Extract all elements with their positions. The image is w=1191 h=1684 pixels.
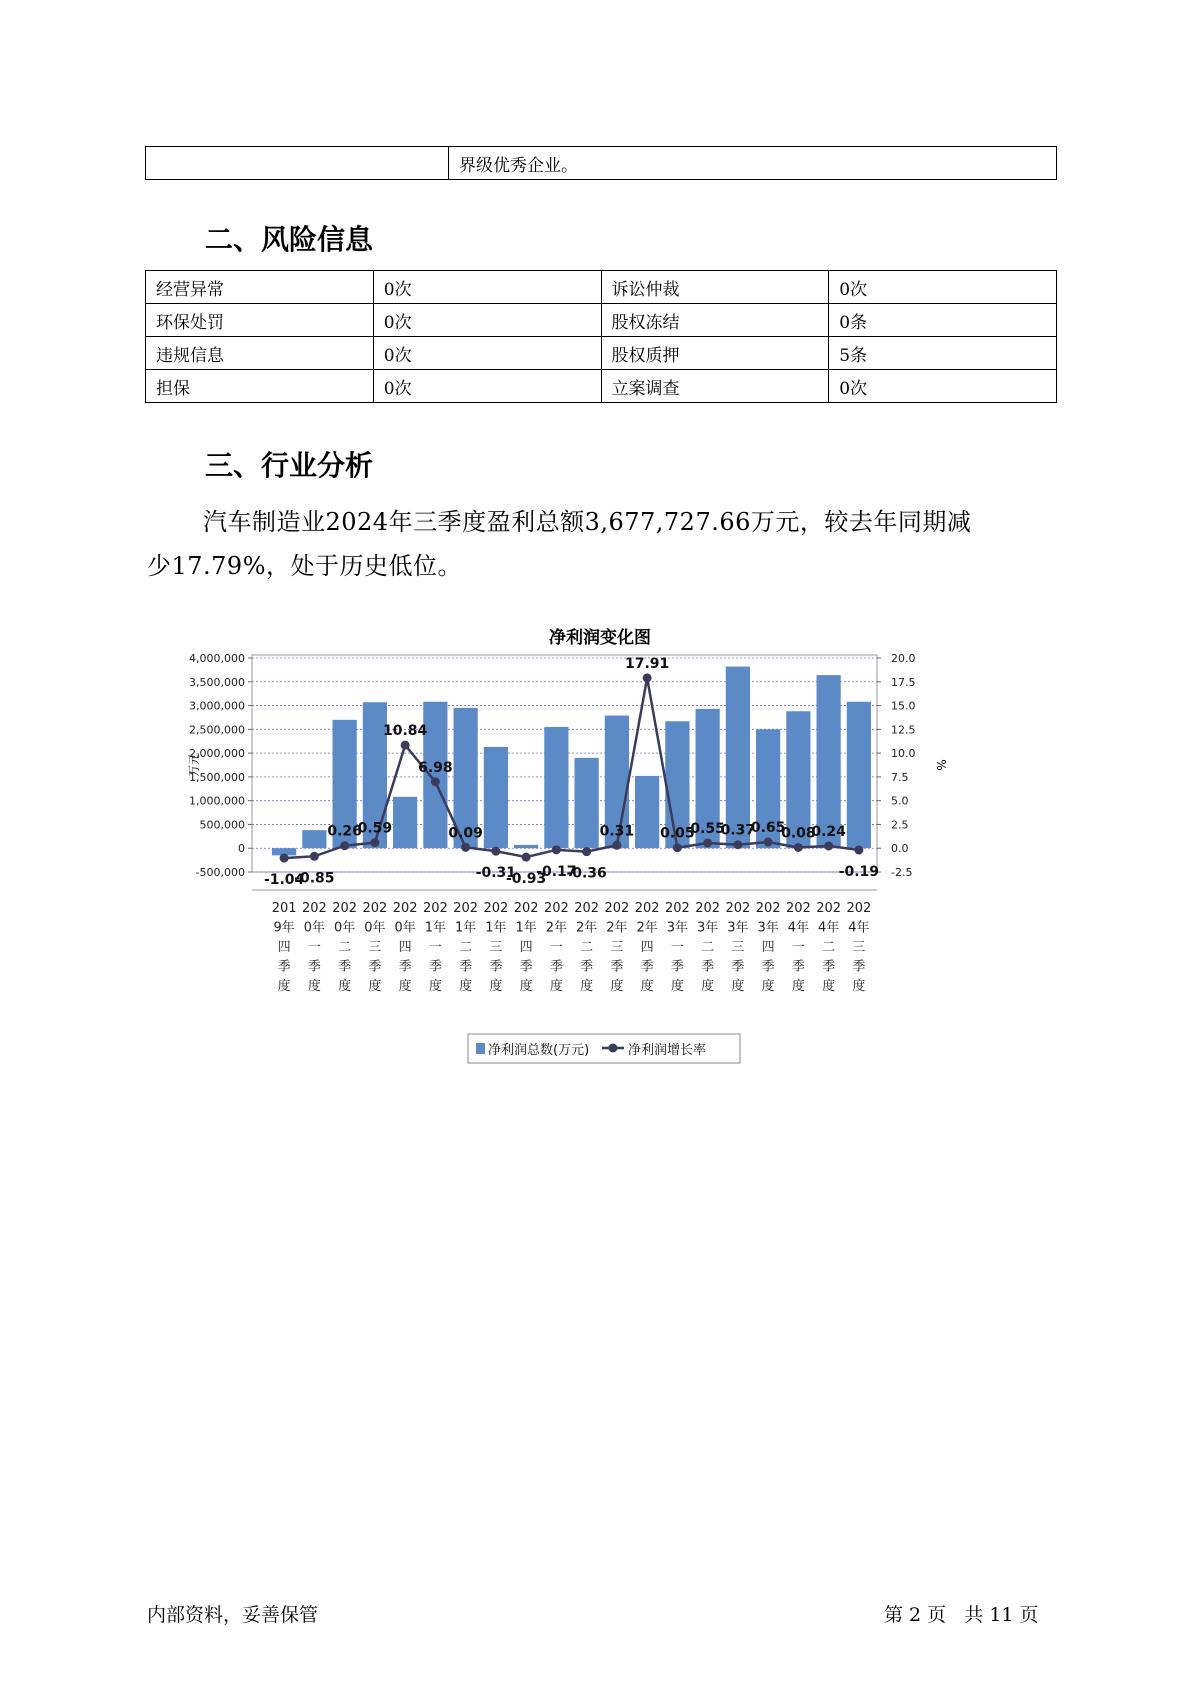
risk-item-label: 股权冻结 [601,304,829,337]
x-tick-label: 度 [277,979,291,994]
growth-line-point [401,741,410,750]
growth-data-label: 0.24 [811,823,846,840]
x-tick-label: 3年 [727,920,749,936]
x-tick-label: 季 [398,959,412,975]
y-tick-label: 500,000 [199,818,245,832]
y-tick-label: 4,000,000 [189,652,245,665]
x-tick-label: 202 [695,901,721,916]
x-tick-label: 度 [731,979,745,994]
y2-tick-label: -2.5 [891,866,913,879]
x-tick-label: 二 [459,940,473,955]
x-tick-label: 2年 [606,920,628,936]
x-tick-label: 202 [604,901,630,916]
net-profit-chart [180,620,1030,1080]
x-tick-label: 季 [670,959,684,975]
analysis-paragraph-line2: 少17.79%，处于历史低位。 [147,552,463,580]
x-tick-label: 202 [755,901,781,916]
bar [514,845,538,848]
top-table-right-cell: 界级优秀企业。 [449,147,1057,180]
growth-line-point [854,846,863,855]
top-table-left-cell [146,147,449,180]
x-tick-label: 3年 [757,920,779,936]
bar [817,675,841,848]
x-tick-label: 度 [822,979,836,994]
bar [544,727,568,848]
x-tick-label: 度 [368,979,382,994]
y2-tick-label: 7.5 [891,770,909,784]
growth-data-label: 0.26 [327,823,362,840]
y2-tick-label: 0.0 [891,842,909,856]
x-tick-label: 2年 [545,920,568,936]
growth-line-point [824,841,833,850]
growth-line-point [794,843,803,852]
chart-title: 净利润变化图 [549,628,651,648]
risk-table [145,270,1057,403]
risk-table-row [146,304,1057,337]
y2-tick-label: 17.5 [891,675,916,689]
x-tick-label: 季 [791,959,805,975]
y-tick-label: 0 [238,842,245,856]
growth-data-label: -0.85 [294,870,335,887]
risk-item-value: 0次 [829,271,1057,304]
risk-item-label: 诉讼仲裁 [601,271,829,304]
x-tick-label: 季 [610,959,624,975]
x-tick-label: 202 [301,901,327,916]
y-tick-label: 3,500,000 [189,675,245,689]
x-tick-label: 四 [277,940,291,955]
growth-data-label: 0.55 [690,820,725,837]
legend-bar-swatch [476,1043,485,1054]
growth-line-point [461,843,470,852]
footer-page-number: 第 2 页 共 11 页 [884,1604,1039,1626]
x-tick-label: 4年 [848,920,870,936]
footer-left: 内部资料，妥善保管 [147,1604,319,1626]
y2-axis-title: % [934,759,948,771]
x-tick-label: 度 [852,979,866,994]
x-tick-label: 二 [338,940,352,955]
x-tick-label: 季 [822,959,836,975]
y-tick-label: 3,000,000 [189,699,245,713]
x-tick-label: 二 [701,940,715,955]
x-tick-label: 季 [428,959,442,975]
x-tick-label: 四 [761,940,775,955]
growth-data-label: -0.19 [838,864,880,881]
y-tick-label: 1,000,000 [189,794,245,808]
top-table [145,146,1057,180]
x-tick-label: 202 [483,901,509,916]
x-tick-label: 季 [338,959,352,975]
x-tick-label: 度 [489,979,503,994]
y2-tick-label: 2.5 [891,818,909,832]
bar [847,702,871,848]
analysis-paragraph-line1: 汽车制造业2024年三季度盈利总额3,677,727.66万元，较去年同期减 [203,508,972,536]
legend-line-label: 净利润增长率 [628,1043,707,1058]
x-tick-label: 度 [398,979,412,994]
y2-tick-label: 10.0 [891,747,916,761]
x-tick-label: 度 [519,979,533,994]
x-tick-label: 202 [785,901,811,916]
x-tick-label: 3年 [666,920,689,936]
risk-item-value: 0次 [373,304,601,337]
x-tick-label: 0年 [364,920,386,936]
bar [575,758,599,848]
x-tick-label: 0年 [394,920,416,936]
x-tick-label: 三 [852,940,866,955]
y-tick-label: -500,000 [195,866,245,879]
growth-line-point [522,853,531,862]
x-tick-label: 度 [791,979,805,994]
growth-data-label: 10.84 [382,723,428,740]
legend-line-marker [609,1044,618,1053]
risk-item-value: 0次 [829,370,1057,403]
risk-item-value: 0条 [829,304,1057,337]
growth-line-point [340,841,349,850]
risk-item-value: 0次 [373,271,601,304]
growth-line-point [431,777,440,786]
x-tick-label: 202 [846,901,872,916]
x-tick-label: 度 [549,979,563,994]
x-tick-label: 四 [398,940,412,955]
section3-heading: 三、行业分析 [205,449,374,482]
growth-data-label: -0.36 [566,865,607,882]
y-axis-title: 万元 [187,752,201,778]
x-tick-label: 季 [549,959,563,975]
x-tick-label: 一 [670,940,684,955]
growth-line-point [764,838,773,847]
x-tick-label: 202 [392,901,418,916]
risk-item-label: 担保 [146,370,374,403]
x-tick-label: 4年 [817,920,840,936]
growth-data-label: 0.65 [750,820,786,837]
risk-item-label: 立案调查 [601,370,829,403]
x-tick-label: 202 [362,901,388,916]
x-tick-label: 一 [791,940,805,955]
risk-item-label: 环保处罚 [146,304,374,337]
x-tick-label: 2年 [636,920,658,936]
x-tick-label: 一 [307,940,321,955]
x-tick-label: 1年 [485,920,507,936]
risk-item-value: 0次 [373,370,601,403]
x-tick-label: 4年 [787,920,810,936]
x-tick-label: 三 [368,940,382,955]
bar [635,776,659,848]
x-tick-label: 二 [822,940,836,955]
growth-data-label: 0.37 [720,822,756,839]
x-tick-label: 度 [761,979,775,994]
x-tick-label: 季 [761,959,775,975]
x-tick-label: 度 [640,979,654,994]
x-tick-label: 202 [453,901,479,916]
y2-tick-label: 5.0 [891,794,909,808]
x-tick-label: 季 [852,959,866,975]
x-tick-label: 季 [580,959,594,975]
growth-data-label: 6.98 [418,759,453,776]
x-tick-label: 季 [307,959,321,975]
growth-data-label: 0.59 [357,820,393,837]
growth-line-point [491,847,500,856]
growth-line-point [673,843,682,852]
growth-data-label: 0.09 [448,825,483,842]
growth-line-point [703,838,712,847]
y-tick-label: 2,000,000 [189,747,245,761]
x-tick-label: 202 [664,901,690,916]
y2-tick-label: 12.5 [891,723,916,737]
y-tick-label: 2,500,000 [189,723,245,737]
x-tick-label: 3年 [696,920,719,936]
growth-line-point [280,854,289,863]
x-tick-label: 度 [459,979,473,994]
y2-tick-label: 15.0 [891,699,916,713]
risk-item-value: 5条 [829,337,1057,370]
x-tick-label: 季 [640,959,654,975]
x-tick-label: 度 [338,979,352,994]
risk-table-row [146,337,1057,370]
bar [484,747,508,848]
x-tick-label: 202 [543,901,569,916]
risk-item-label: 股权质押 [601,337,829,370]
risk-item-label: 经营异常 [146,271,374,304]
x-tick-label: 季 [277,959,291,975]
x-tick-label: 三 [731,940,745,955]
x-tick-label: 季 [368,959,382,975]
chart-legend [468,1034,740,1063]
x-tick-label: 季 [701,959,715,975]
growth-data-label: -0.31 [475,865,517,882]
y-tick-label: 1,500,000 [189,770,245,784]
growth-data-label: 0.31 [599,823,635,840]
growth-data-label: -0.93 [505,871,547,888]
x-tick-label: 202 [725,901,751,916]
x-tick-label: 三 [489,940,503,955]
x-tick-label: 202 [513,901,539,916]
x-tick-label: 季 [519,959,533,975]
x-tick-label: 202 [816,901,842,916]
x-tick-label: 度 [701,979,715,994]
growth-line-point [612,841,621,850]
growth-data-label: 0.05 [660,825,695,842]
growth-data-label: 17.91 [624,655,670,672]
risk-table-row [146,271,1057,304]
x-tick-label: 202 [422,901,448,916]
risk-table-row [146,370,1057,403]
bar [302,830,326,848]
y2-tick-label: 20.0 [891,652,916,665]
growth-line-point [643,673,652,682]
x-tick-label: 1年 [454,920,477,936]
x-tick-label: 度 [580,979,594,994]
x-tick-label: 0年 [333,920,356,936]
x-tick-label: 二 [580,940,594,955]
x-tick-label: 0年 [303,920,326,936]
growth-data-label: 0.08 [781,825,816,842]
growth-line-point [552,845,561,854]
x-tick-label: 度 [428,979,442,994]
x-tick-label: 9年 [273,920,295,936]
section2-heading: 二、风险信息 [205,223,374,256]
growth-line-point [370,838,379,847]
bar [393,797,417,848]
x-tick-label: 一 [428,940,442,955]
x-tick-label: 一 [549,940,563,955]
x-tick-label: 1年 [515,920,537,936]
x-tick-label: 四 [519,940,533,955]
x-tick-label: 201 [271,901,297,916]
x-tick-label: 2年 [575,920,598,936]
x-tick-label: 三 [610,940,624,955]
x-tick-label: 度 [610,979,624,994]
x-tick-label: 1年 [424,920,447,936]
growth-data-label: -0.17 [536,863,577,880]
risk-item-value: 0次 [373,337,601,370]
growth-line-point [310,852,319,861]
growth-line-point [733,840,742,849]
chart-x-tick-labels [252,890,877,994]
x-tick-label: 季 [731,959,745,975]
x-tick-label: 度 [307,979,321,994]
x-tick-label: 度 [670,979,684,994]
legend-bar-label: 净利润总数(万元) [488,1043,590,1058]
x-tick-label: 202 [574,901,600,916]
growth-line-point [582,847,591,856]
x-tick-label: 202 [332,901,358,916]
x-tick-label: 季 [489,959,503,975]
risk-item-label: 违规信息 [146,337,374,370]
x-tick-label: 季 [459,959,473,975]
x-tick-label: 202 [634,901,660,916]
x-tick-label: 四 [640,940,654,955]
bar [726,667,750,849]
growth-data-label: -1.04 [263,872,305,889]
